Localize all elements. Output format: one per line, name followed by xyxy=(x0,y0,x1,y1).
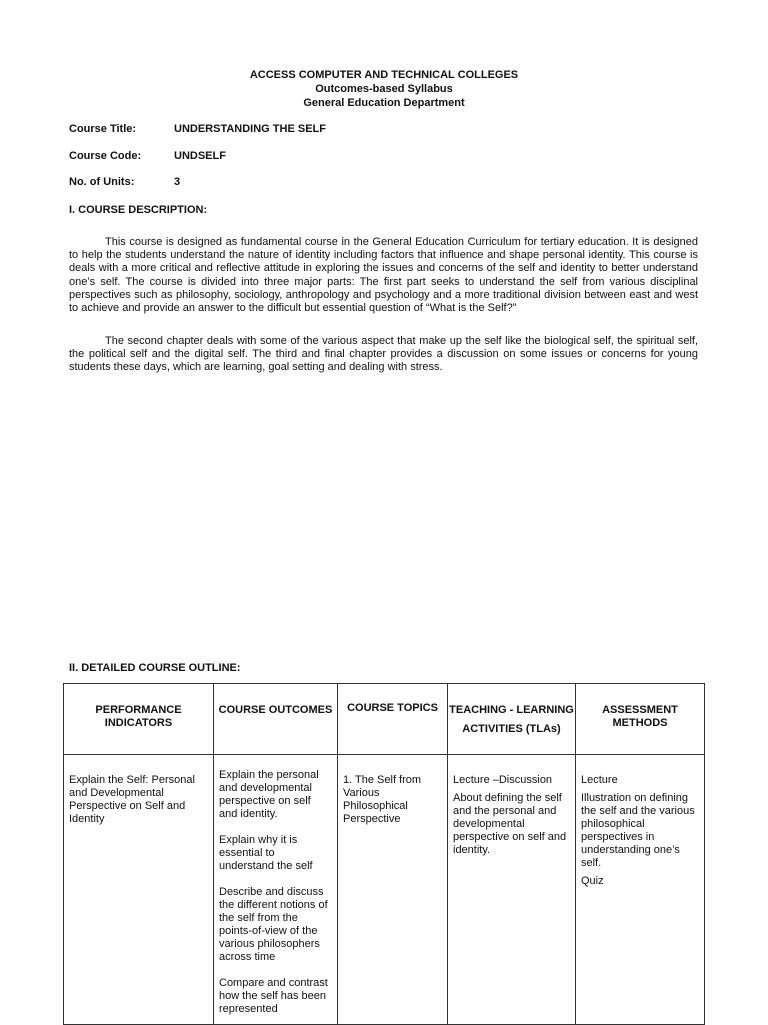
assessment-item: Lecture xyxy=(581,774,618,786)
course-code-label: Course Code: xyxy=(69,150,142,162)
table-header-row xyxy=(64,684,705,755)
outcome-item: Explain the personal and developmental perspective on self and identity. xyxy=(219,769,319,820)
units-value: 3 xyxy=(174,176,181,188)
department-name: General Education Department xyxy=(303,97,465,109)
course-outline-table xyxy=(63,683,705,1025)
institution-name: ACCESS COMPUTER AND TECHNICAL COLLEGES xyxy=(249,69,519,81)
tla-item: Lecture –Discussion xyxy=(453,774,553,786)
assessment-item: Quiz xyxy=(581,875,604,887)
course-outline-heading: II. DETAILED COURSE OUTLINE: xyxy=(69,662,241,674)
outcome-item: Explain why it is essential to understand the self xyxy=(219,834,313,872)
syllabus-type: Outcomes-based Syllabus xyxy=(315,83,453,95)
course-description-paragraph-1: This course is designed as fundamental course in the General Education Curriculum for tertiary education. It is designed to help the students understand the nature of identity including factors that influence and shape personal identity. This course is deals with a more critical and reflective attitude in exploring the issues and concerns of the self and identity to better understand one’s self. The course is divided into three major parts: The first part seeks to understand the self from various disciplinal perspectives such as philosophy, sociology, anthropology and psychology and a more traditional division between east and west to achieve and provide an answer to the difficult but essential question of “What is the Self?” xyxy=(69,236,698,315)
cell-performance-indicators: Explain the Self: Personal and Developmental Perspective on Self and Identity xyxy=(64,755,214,1025)
header-course-topics: COURSE TOPICS xyxy=(338,684,448,755)
header-assessment-methods: ASSESSMENT METHODS xyxy=(576,684,705,755)
cell-course-topics: 1. The Self from Various Philosophical Perspective xyxy=(338,755,448,1025)
course-title-value: UNDERSTANDING THE SELF xyxy=(174,123,326,135)
header-tlas: TEACHING - LEARNING ACTIVITIES (TLAs) xyxy=(448,684,576,755)
outcome-item: Describe and discuss the different notions of the self from the points-of-view of the various philosophers across time xyxy=(219,886,328,963)
document-header xyxy=(0,68,768,110)
header-performance-indicators: PERFORMANCE INDICATORS xyxy=(64,684,214,755)
course-title-label: Course Title: xyxy=(69,123,137,135)
units-label: No. of Units: xyxy=(69,176,135,188)
header-course-outcomes: COURSE OUTCOMES xyxy=(214,684,338,755)
course-description-heading: I. COURSE DESCRIPTION: xyxy=(69,204,208,216)
course-code-value: UNDSELF xyxy=(174,150,226,162)
assessment-item: Illustration on defining the self and the various philosophical perspectives in understanding one’s self. xyxy=(581,792,695,869)
table-row xyxy=(64,755,705,1025)
cell-tlas xyxy=(448,755,576,1025)
course-description-paragraph-2: The second chapter deals with some of the various aspect that make up the self like the biological self, the spiritual self, the political self and the digital self. The third and final chapter provides a discussion on some issues or concerns for young students these days, which are learning, goal setting and dealing with stress. xyxy=(69,335,698,374)
outcome-item: Compare and contrast how the self has been represented xyxy=(219,977,328,1015)
tla-item: About defining the self and the personal and developmental perspective on self and identity. xyxy=(453,792,567,856)
cell-assessment-methods xyxy=(576,755,705,1025)
cell-course-outcomes xyxy=(214,755,338,1025)
